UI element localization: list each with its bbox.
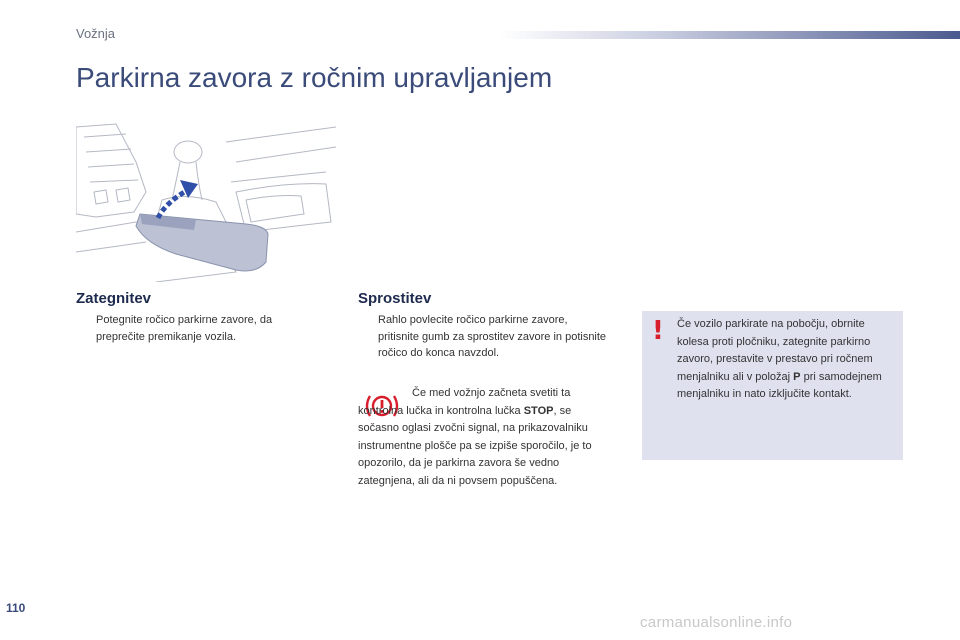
- apply-heading: Zategnitev: [76, 290, 152, 307]
- watermark: carmanualsonline.info: [640, 614, 793, 631]
- page-number: 110: [6, 601, 26, 615]
- brake-warning-text: Če med vožnjo začneta svetiti ta kontrolna lučka in kontrolna lučka STOP, se sočasno oglasi zvočni signal, na prikazovalniku instrumentne plošče pa se izpiše sporočilo, je to opozorilo, da je parkirna zavora še vedno zategnjena, ali da ni povsem popuščena.: [358, 387, 592, 487]
- parking-brake-illustration: [76, 122, 336, 282]
- header-bar: [500, 31, 960, 39]
- exclamation-icon: !: [652, 316, 664, 346]
- release-bullet: [358, 312, 608, 362]
- section-label: Vožnja: [76, 26, 116, 41]
- apply-bullet: [76, 312, 316, 345]
- apply-bullet-text: Potegnite ročico parkirne zavore, da preprečite premikanje vozila.: [96, 314, 273, 343]
- release-bullet-text: Rahlo povlecite ročico parkirne zavore, pritisnite gumb za sprostitev zavore in potisnite ročico do konca navzdol.: [378, 314, 607, 359]
- note-text: Če vozilo parkirate na pobočju, obrnite kolesa proti pločniku, zategnite parkirno zavoro, prestavite v prestavo pri ročnem menjalniku ali v položaj P pri samodejnem menjalniku in nato izključite kontakt.: [677, 318, 882, 400]
- page-title: Parkirna zavora z ročnim upravljanjem: [76, 62, 553, 93]
- release-heading: Sprostitev: [358, 290, 432, 307]
